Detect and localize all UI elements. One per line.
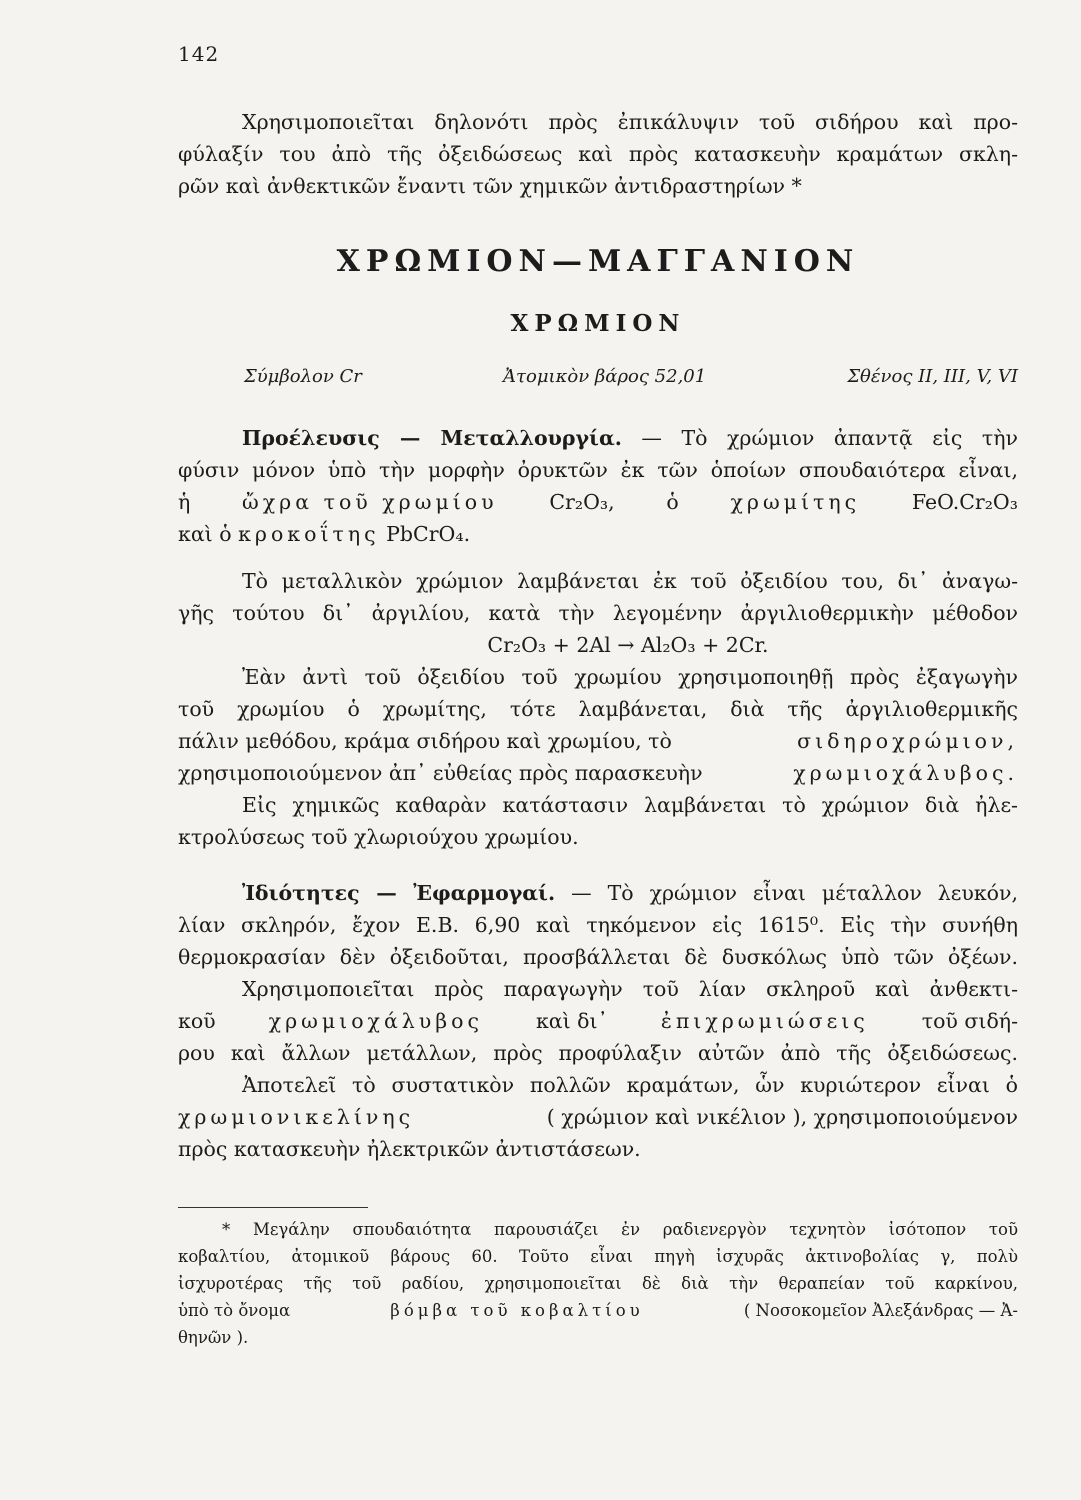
footnote-line xyxy=(178,1297,1018,1324)
text-line xyxy=(178,1005,1018,1037)
alloy-term: χρωμιονικελίνης xyxy=(178,1105,415,1129)
formula: PbCrO₄. xyxy=(386,522,471,546)
text-line: πρὸς κατασκευὴν ἠλεκτρικῶν ἀντιστάσεων. xyxy=(178,1137,641,1161)
text-line: ρου καὶ ἄλλων μετάλλων, πρὸς προφύλαξιν αὐτῶν ἀπὸ τῆς ὀξειδώσεως. xyxy=(178,1041,1018,1065)
text-line xyxy=(178,422,1018,454)
paragraph-heading: Ἰδιότητες — Ἐφαρμογαί. xyxy=(242,881,556,905)
valence: Σθένος II, III, V, VI xyxy=(847,366,1018,387)
text-line xyxy=(178,486,1018,518)
element-properties-line xyxy=(244,366,1018,387)
alloy-term: σιδηροχρώμιον, xyxy=(797,729,1018,753)
text-line: Χρησιμοποιεῖται πρὸς παραγωγὴν τοῦ λίαν σκληροῦ καὶ ἀνθεκτι- xyxy=(242,977,1018,1001)
occurrence-paragraph xyxy=(178,422,1018,550)
text-run: κοῦ xyxy=(178,1009,216,1033)
text-line xyxy=(178,877,1018,909)
term: βόμβα τοῦ κοβαλτίου xyxy=(390,1301,644,1320)
properties-paragraph xyxy=(178,877,1018,1165)
text-run: ὁ xyxy=(666,490,679,514)
text-run: ( χρώμιον καὶ νικέλιον ), χρησιμοποιούμενον xyxy=(546,1105,1018,1129)
text-run: ἡ xyxy=(178,490,191,514)
text-line: Ἐὰν ἀντὶ τοῦ ὀξειδίου τοῦ χρωμίου χρησιμοποιηθῇ πρὸς ἐξαγωγὴν xyxy=(242,665,1018,689)
text-run: — Τὸ χρώμιον εἶναι μέταλλον λευκόν, xyxy=(555,881,1018,905)
text-line: Ἀποτελεῖ τὸ συστατικὸν πολλῶν κραμάτων, ὧν κυριώτερον εἶναι ὁ xyxy=(242,1073,1018,1097)
intro-paragraph xyxy=(178,106,1018,202)
text-run: — Τὸ χρώμιον ἀπαντᾷ εἰς τὴν xyxy=(621,426,1018,450)
text-run: καὶ ὁ xyxy=(178,522,232,546)
footnote-line: * Μεγάλην σπουδαιότητα παρουσιάζει ἐν ραδιενεργὸν τεχνητὸν ἰσότοπον τοῦ xyxy=(222,1220,1018,1239)
subsection-title: ΧΡΩΜΙΟΝ xyxy=(510,310,686,337)
text-line: θερμοκρασίαν δὲν ὀξειδοῦται, προσβάλλεται δὲ δυσκόλως ὑπὸ τῶν ὀξέων. xyxy=(178,945,1018,969)
text-line: κτρολύσεως τοῦ χλωριούχου χρωμίου. xyxy=(178,825,579,849)
text-line: Εἰς χημικῶς καθαρὰν κατάστασιν λαμβάνεται τὸ χρώμιον διὰ ἠλε- xyxy=(242,793,1018,817)
footnote-line: κοβαλτίου, ἀτομικοῦ βάρους 60. Τοῦτο εἶναι πηγὴ ἰσχυρᾶς ἀκτινοβολίας γ, πολὺ xyxy=(178,1247,1018,1266)
text-line: τοῦ χρωμίου ὁ χρωμίτης, τότε λαμβάνεται, διὰ τῆς ἀργιλιοθερμικῆς xyxy=(178,697,1018,721)
alloy-term: χρωμιοχάλυβος xyxy=(268,1009,483,1033)
mineral-term: χρωμίτης xyxy=(730,490,861,514)
text-line: γῆς τούτου δι᾿ ἀργιλίου, κατὰ τὴν λεγομένην ἀργιλιοθερμικὴν μέθοδον xyxy=(178,601,1018,625)
text-line xyxy=(178,757,1018,789)
text-line: ρῶν καὶ ἀνθεκτικῶν ἔναντι τῶν χημικῶν ἀντιδραστηρίων * xyxy=(178,174,802,198)
formula: FeO.Cr₂O₃ xyxy=(911,490,1018,514)
footnote xyxy=(178,1216,1018,1351)
text-run: χρησιμοποιούμενον ἀπ᾿ εὐθείας πρὸς παρασκευὴν xyxy=(178,761,703,785)
element-symbol: Σύμβολον Cr xyxy=(244,366,362,387)
text-line: λίαν σκληρόν, ἔχον Ε.Β. 6,90 καὶ τηκόμενον εἰς 1615⁰. Εἰς τὴν συνήθη xyxy=(178,913,1018,937)
text-run: ὑπὸ τὸ ὄνομα xyxy=(178,1301,291,1320)
text-line xyxy=(178,725,1018,757)
chemical-reaction: Cr₂O₃ + 2Al → Al₂O₃ + 2Cr. xyxy=(487,633,769,657)
text-line: Χρησιμοποιεῖται δηλονότι πρὸς ἐπικάλυψιν τοῦ σιδήρου καὶ προ- xyxy=(242,110,1018,134)
footnote-rule xyxy=(178,1207,368,1208)
page-number: 142 xyxy=(178,42,220,66)
formula: Cr₂O₃, xyxy=(549,490,615,514)
text-line: Τὸ μεταλλικὸν χρώμιον λαμβάνεται ἐκ τοῦ ὀξειδίου του, δι᾿ ἀναγω- xyxy=(242,569,1018,593)
mineral-term: κροκοΐτης xyxy=(238,522,380,546)
process-term: ἐπιχρωμιώσεις xyxy=(660,1009,869,1033)
footnote-line: ἰσχυροτέρας τῆς τοῦ ραδίου, χρησιμοποιεῖται δὲ διὰ τὴν θεραπείαν τοῦ καρκίνου, xyxy=(178,1274,1018,1293)
paragraph-heading: Προέλευσις — Μεταλλουργία. xyxy=(242,426,622,450)
text-line xyxy=(178,1101,1018,1133)
mineral-term: ὤχρα τοῦ χρωμίου xyxy=(242,490,498,514)
footnote-line: θηνῶν ). xyxy=(178,1328,249,1347)
text-run: ( Νοσοκομεῖον Ἀλεξάνδρας — Ἀ- xyxy=(743,1301,1018,1320)
text-line: φύσιν μόνον ὑπὸ τὴν μορφὴν ὀρυκτῶν ἐκ τῶν ὁποίων σπουδαιότερα εἶναι, xyxy=(178,458,1018,482)
text-run: τοῦ σιδή- xyxy=(921,1009,1018,1033)
text-run: καὶ δι᾿ xyxy=(535,1009,608,1033)
section-title: ΧΡΩΜΙΟΝ—ΜΑΓΓΑΝΙΟΝ xyxy=(336,244,860,279)
metal-paragraph xyxy=(178,565,1018,853)
atomic-weight: Ἀτομικὸν βάρος 52,01 xyxy=(503,366,707,387)
alloy-term: χρωμιοχάλυβος. xyxy=(793,761,1018,785)
text-run: πάλιν μεθόδου, κράμα σιδήρου καὶ χρωμίου, τὸ xyxy=(178,729,672,753)
text-line xyxy=(178,518,1018,550)
text-line: φύλαξίν του ἀπὸ τῆς ὀξειδώσεως καὶ πρὸς κατασκευὴν κραμάτων σκλη- xyxy=(178,142,1018,166)
